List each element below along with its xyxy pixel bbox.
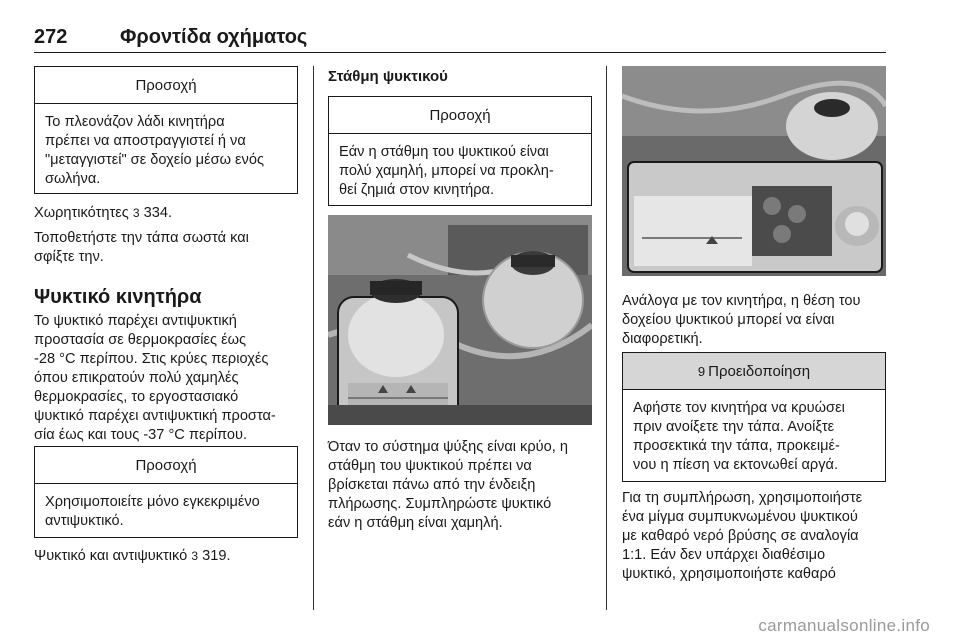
- warning-line: νου η πίεση να εκτονωθεί αργά.: [633, 457, 839, 473]
- page-ref-arrow-icon: 3: [132, 206, 140, 220]
- warning-line: Αφήστε τον κινητήρα να κρυώσει: [633, 400, 845, 416]
- caution-line: Το πλεονάζον λάδι κινητήρα: [45, 114, 225, 130]
- warning-title-text: Προειδοποίηση: [708, 362, 811, 380]
- text-line: Για τη συμπλήρωση, χρησιμοποιήστε: [622, 490, 863, 506]
- caution-line: Χρησιμοποιείτε μόνο εγκεκριμένο: [45, 494, 260, 510]
- text-line: -28 °C περίπου. Στις κρύες περιοχές: [34, 351, 269, 367]
- reference-text: Ψυκτικό και αντιψυκτικό: [34, 548, 188, 564]
- alternate-reservoir-photo: [622, 66, 886, 276]
- caution-line: θεί ζημιά στον κινητήρα.: [339, 182, 495, 198]
- capacities-reference: [34, 204, 309, 223]
- text-line: Το ψυκτικό παρέχει αντιψυκτική: [34, 313, 237, 329]
- caution-text: [35, 104, 297, 198]
- reference-page-link[interactable]: 334.: [143, 205, 172, 221]
- section-subheading-coolant-level: Στάθμη ψυκτικού: [328, 68, 448, 85]
- text-line: πλήρωσης. Συμπληρώστε ψυκτικό: [328, 496, 552, 512]
- text-line: σία έως και τους -37 °C περίπου.: [34, 427, 248, 443]
- warning-triangle-icon: 9: [697, 363, 706, 379]
- text-line: προστασία σε θερμοκρασίες έως: [34, 332, 247, 348]
- warning-text: [623, 390, 885, 484]
- text-line: Ανάλογα με τον κινητήρα, η θέση του: [622, 293, 861, 309]
- watermark: carmanualsonline.info: [758, 616, 930, 635]
- reference-page-link[interactable]: 319.: [202, 548, 231, 564]
- page-number: 272: [34, 26, 68, 48]
- header-rule: [34, 52, 886, 53]
- caution-title: Προσοχή: [35, 447, 297, 484]
- coolant-antifreeze-reference: [34, 547, 309, 566]
- caution-line: σωλήνα.: [45, 171, 101, 187]
- caution-text: [35, 484, 297, 540]
- text-line: ψυκτικό παρέχει αντιψυκτική προστα-: [34, 408, 276, 424]
- text-line: σφίξτε την.: [34, 249, 104, 265]
- caution-title: Προσοχή: [329, 97, 591, 134]
- coolant-level-text: [328, 438, 608, 533]
- text-line: 1:1. Εάν δεν υπάρχει διαθέσιμο: [622, 547, 826, 563]
- refit-cap-instruction: [34, 229, 309, 267]
- text-line: με καθαρό νερό βρύσης σε αναλογία: [622, 528, 859, 544]
- text-line: Τοποθετήστε την τάπα σωστά και: [34, 230, 249, 246]
- text-line: δοχείου ψυκτικού μπορεί να είναι: [622, 312, 835, 328]
- caution-line: Εάν η στάθμη του ψυκτικού είναι: [339, 144, 549, 160]
- warning-box-pressure: [622, 352, 886, 482]
- page-title: Φροντίδα οχήματος: [120, 26, 308, 48]
- caution-line: "μεταγγιστεί" σε δοχείο μέσω ενός: [45, 152, 264, 168]
- text-line: βρίσκεται πάνω από την ένδειξη: [328, 477, 536, 493]
- text-line: θερμοκρασίες, το εργοστασιακό: [34, 389, 239, 405]
- text-line: ένα μίγμα συμπυκνωμένου ψυκτικού: [622, 509, 858, 525]
- text-line: όπου επικρατούν πολύ χαμηλές: [34, 370, 239, 386]
- caution-box-low-coolant: [328, 96, 592, 206]
- caution-box-antifreeze: [34, 446, 298, 538]
- caution-line: πρέπει να αποστραγγιστεί ή να: [45, 133, 246, 149]
- caution-text: [329, 134, 591, 209]
- warning-title: [623, 353, 885, 390]
- topping-up-text: [622, 489, 912, 584]
- caution-box-oil: [34, 66, 298, 194]
- caution-title: Προσοχή: [35, 67, 297, 104]
- caution-line: αντιψυκτικό.: [45, 513, 124, 529]
- caution-line: πολύ χαμηλή, μπορεί να προκλη-: [339, 163, 554, 179]
- reference-text: Χωρητικότητες: [34, 205, 129, 221]
- text-line: Όταν το σύστημα ψύξης είναι κρύο, η: [328, 439, 568, 455]
- text-line: εάν η στάθμη είναι χαμηλή.: [328, 515, 503, 531]
- coolant-description: [34, 312, 314, 445]
- coolant-reservoir-photo: [328, 215, 592, 425]
- position-varies-text: [622, 292, 902, 349]
- page-ref-arrow-icon: 3: [191, 549, 199, 563]
- warning-line: πριν ανοίξετε την τάπα. Ανοίξτε: [633, 419, 835, 435]
- text-line: στάθμη του ψυκτικού πρέπει να: [328, 458, 532, 474]
- warning-line: προσεκτικά την τάπα, προκειμέ-: [633, 438, 840, 454]
- section-heading-coolant: Ψυκτικό κινητήρα: [34, 286, 202, 308]
- text-line: διαφορετική.: [622, 331, 703, 347]
- text-line: ψυκτικό, χρησιμοποιήστε καθαρό: [622, 566, 836, 582]
